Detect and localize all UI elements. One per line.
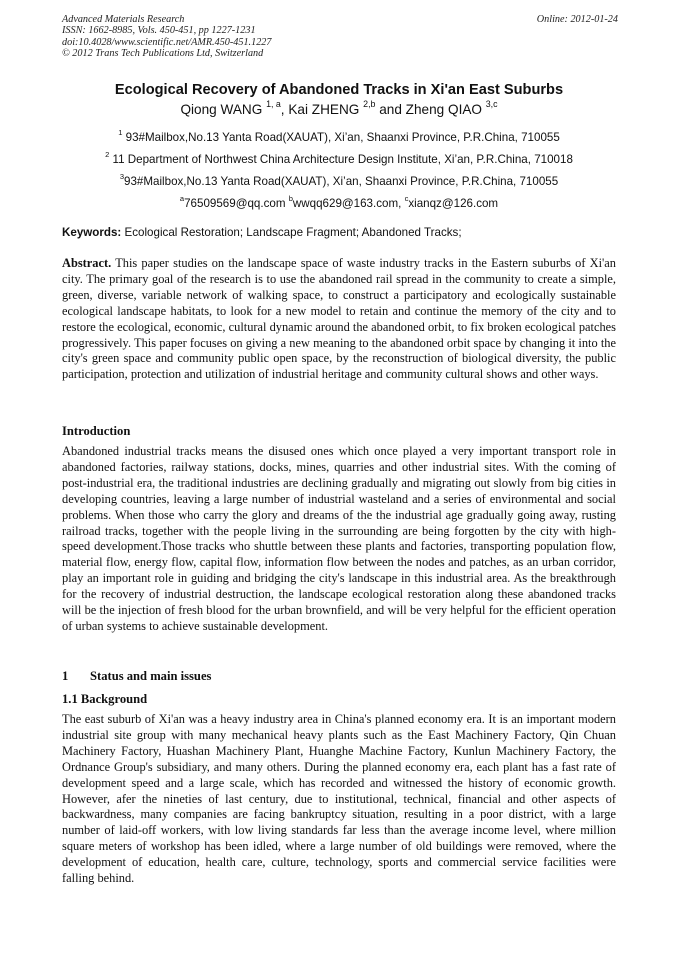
email-address[interactable]: 76509569@qq.com bbox=[184, 197, 289, 210]
keywords bbox=[62, 226, 618, 240]
section-1-heading bbox=[62, 668, 616, 684]
doi-line[interactable]: doi:10.4028/www.scientific.net/AMR.450-451.1227 bbox=[62, 36, 272, 48]
keywords-label: Keywords: bbox=[62, 226, 122, 239]
section-1-1-text: The east suburb of Xi'an was a heavy industry area in China's planned economy era. It is an important modern industrial site group with many mechanical heavy plants such as the East Machinery Factory, Qin Chuan Machinery Factory, Huashan Machinery Plant, Huanghe Machine Factory, Kunlun Machinery Factory, the Ordnance Group's subsidiary, and many others. During the planned economy era, each plant has a fast rate of development speed and a large scale, which has recorded and witnessed the history of economic growth. However, afer the nineties of last century, due to institutional, technical, financial and other aspects of backwardness, many companies are facing bankruptcy situation, resulting in a poor district, with a large number of laid-off workers, with low living standards far less than the average income level, where million square meters of workshop has been idled, where a large number of old buildings were removed, where the development of education, health care, culture, technology, sports and commercial service facilities were falling behind. bbox=[62, 712, 616, 886]
author-separator: , bbox=[280, 102, 289, 117]
section-1-1-heading: 1.1 Background bbox=[62, 692, 148, 706]
author-marker: 1, a bbox=[266, 98, 281, 109]
email-address[interactable]: wwqq629@163.com, bbox=[292, 197, 405, 210]
abstract-label: Abstract. bbox=[62, 256, 112, 270]
section-number: 1 bbox=[62, 669, 69, 683]
issn-line: ISSN: 1662-8985, Vols. 450-451, pp 1227-1231 bbox=[62, 25, 256, 37]
introduction-heading: Introduction bbox=[62, 424, 131, 438]
affiliation-marker: 1 bbox=[118, 127, 123, 137]
affiliation-2 bbox=[0, 149, 678, 167]
abstract-text: This paper studies on the landscape space of waste industry tracks in the Eastern suburbs of Xi'an city. The primary goal of the research is to use the abandoned rail spread in the community to create a simple, green, diverse, variable network of walking space, to construct a participatory and ecologically sustainable ecological landscape habitats, to look for a new model to retain and continue the memory of the city and to restore the ecological, economic, cultural dynamic around the abandoned orbit, to fix broken ecological patches progressively. This paper focuses on giving a new meaning to the abandoned orbit space by changing it into the city's green space and community public open space, by the reconstruction of biological diversity, the public participation, protection and utilization of industrial heritage and community cultural shows and other ways. bbox=[62, 256, 616, 382]
journal-header bbox=[62, 14, 618, 60]
copyright-line: © 2012 Trans Tech Publications Ltd, Switzerland bbox=[62, 48, 264, 60]
keywords-text: Ecological Restoration; Landscape Fragment; Abandoned Tracks; bbox=[121, 226, 462, 239]
introduction-text: Abandoned industrial tracks means the disused ones which once played a very important transport role in abandoned factories, railway stations, docks, mines, quarries and other industrial sites. With the coming of post-industrial era, the traditional industries are declining gradually and migrating out slowly from big cities in developing countries, leaving a large number of industrial wasteland and a series of environmental and social problems. When those who carry the glory and dreams of the the industrial age gradually going away, rusting railroad tracks, together with the people living in the surrounding are being forgotten by the city with high-speed development.Those tracks who shuttle between these plants and factories, transporting population flow, material flow, energy flow, capital flow, information flow between the nodes and patches, as an urban corridor, play an important role in guiding and bridging the city's landscape in this industrial area. As the breakthrough for the recovery of industrial destruction, the landscape ecological restoration along these abandoned tracks will be the injection of fresh blood for the urban brownfield, and will be very helpful for the efficient operation of urban systems to achieve sustainable development. bbox=[62, 444, 616, 633]
author-name: Zheng QIAO bbox=[405, 102, 482, 117]
email-line bbox=[0, 193, 678, 211]
email-marker: b bbox=[288, 193, 293, 203]
email-marker: a bbox=[179, 193, 185, 203]
author-name: Qiong WANG bbox=[180, 102, 263, 117]
section-title: Status and main issues bbox=[90, 669, 212, 683]
online-date: Online: 2012-01-24 bbox=[536, 14, 618, 25]
author-marker: 2,b bbox=[363, 98, 376, 109]
affiliation-marker: 2 bbox=[105, 149, 110, 159]
email-marker: c bbox=[404, 193, 409, 203]
affiliation-text: 93#Mailbox,No.13 Yanta Road(XAUAT), Xi’an, Shaanxi Province, P.R.China, 710055 bbox=[124, 175, 559, 188]
author-line bbox=[0, 98, 678, 119]
author-name: Kai ZHENG bbox=[288, 102, 360, 117]
author-marker: 3,c bbox=[485, 98, 498, 109]
affiliation-3 bbox=[0, 171, 678, 189]
affiliation-text: 93#Mailbox,No.13 Yanta Road(XAUAT), Xi’an, Shaanxi Province, P.R.China, 710055 bbox=[122, 131, 560, 144]
paper-title: Ecological Recovery of Abandoned Tracks in Xi'an East Suburbs bbox=[114, 82, 564, 98]
author-separator: and bbox=[375, 102, 406, 117]
affiliation-marker: 3 bbox=[119, 171, 125, 181]
abstract bbox=[62, 256, 616, 383]
journal-name: Advanced Materials Research bbox=[62, 14, 185, 25]
email-address[interactable]: xianqz@126.com bbox=[408, 197, 499, 210]
affiliation-1 bbox=[0, 127, 678, 145]
affiliation-text: 11 Department of Northwest China Architecture Design Institute, Xi’an, P.R.China, 710018 bbox=[109, 153, 573, 166]
